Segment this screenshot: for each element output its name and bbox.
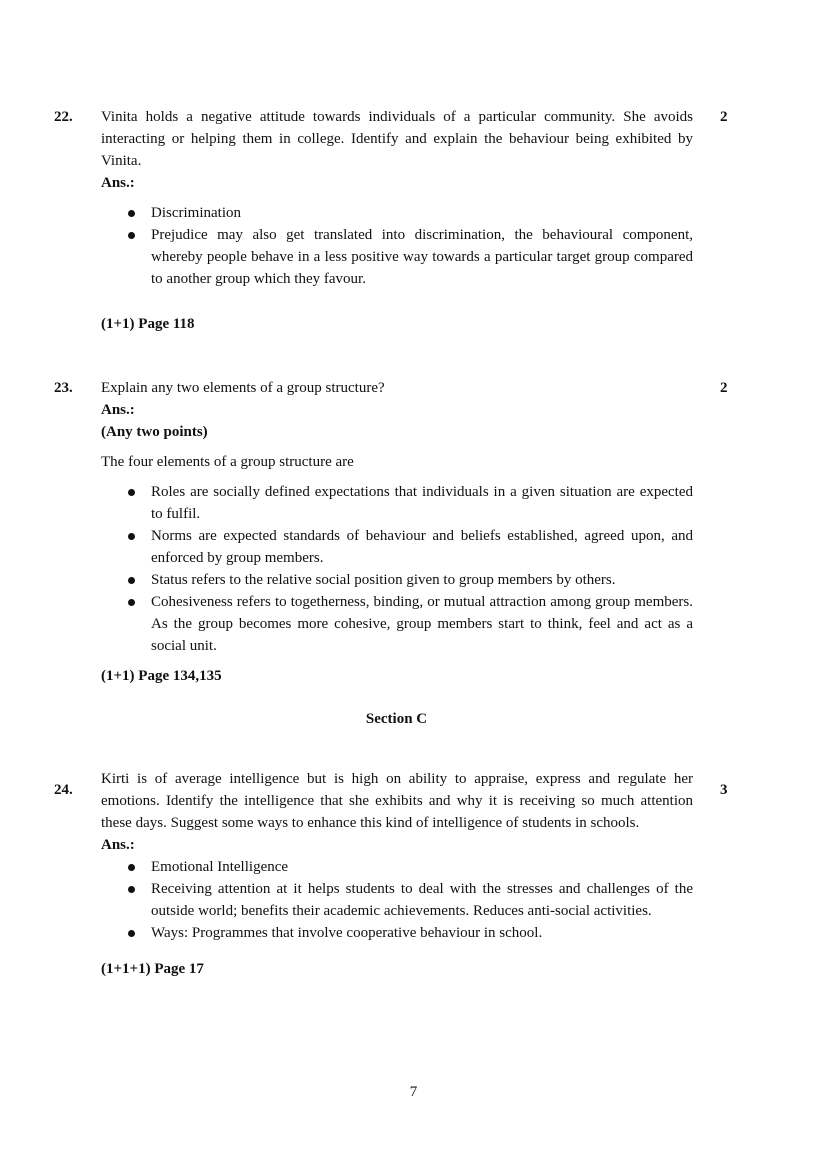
bullet-icon bbox=[128, 886, 135, 893]
list-item: Discrimination bbox=[101, 202, 693, 224]
bullet-icon bbox=[128, 599, 135, 606]
bullet-icon bbox=[128, 930, 135, 937]
bullet-icon bbox=[128, 232, 135, 239]
question-body bbox=[101, 106, 693, 332]
bullet-icon bbox=[128, 489, 135, 496]
answer-note: (Any two points) bbox=[101, 424, 208, 440]
answer-label: Ans.: bbox=[101, 837, 135, 853]
question-marks: 2 bbox=[720, 380, 728, 396]
bullet-icon bbox=[128, 210, 135, 217]
list-item: Emotional Intelligence bbox=[101, 856, 693, 878]
list-item: Status refers to the relative social position given to group members by others. bbox=[101, 569, 693, 591]
question-marks: 2 bbox=[720, 109, 728, 125]
bullet-icon bbox=[128, 864, 135, 871]
answer-label: Ans.: bbox=[101, 175, 135, 191]
page-number: 7 bbox=[409, 1084, 418, 1100]
list-item: Receiving attention at it helps students to deal with the stresses and challenges of the outside world; benefits their academic achievements. Reduces anti-social activities. bbox=[101, 878, 693, 922]
bullet-icon bbox=[128, 577, 135, 584]
question-text: Vinita holds a negative attitude towards individuals of a particular community. She avoids interacting or helping them in college. Identify and explain the behaviour being exhibited by Vinita. bbox=[101, 109, 693, 169]
marks-reference: (1+1+1) Page 17 bbox=[101, 961, 204, 977]
answer-label: Ans.: bbox=[101, 402, 135, 418]
list-item: Roles are socially defined expectations that individuals in a given situation are expected to fulfil. bbox=[101, 481, 693, 525]
bullet-icon bbox=[128, 533, 135, 540]
list-item: Ways: Programmes that involve cooperative behaviour in school. bbox=[101, 922, 693, 944]
question-number: 22. bbox=[54, 109, 73, 125]
question-body bbox=[101, 377, 693, 687]
list-item: Cohesiveness refers to togetherness, binding, or mutual attraction among group members. As the group becomes more cohesive, group members start to think, feel and act as a social unit. bbox=[101, 591, 693, 657]
answer-list bbox=[101, 202, 693, 290]
marks-reference: (1+1) Page 134,135 bbox=[101, 668, 222, 684]
question-number: 23. bbox=[54, 380, 73, 396]
question-marks: 3 bbox=[720, 782, 728, 798]
question-text: Kirti is of average intelligence but is high on ability to appraise, express and regulate her emotions. Identify the intelligence that she exhibits and why it is receiving so much attention these days. Suggest some ways to enhance this kind of intelligence of students in schools. bbox=[101, 771, 693, 831]
question-number: 24. bbox=[54, 782, 73, 798]
list-item: Prejudice may also get translated into discrimination, the behavioural component, whereby people behave in a less positive way towards a particular target group compared to another group which they favour. bbox=[101, 224, 693, 290]
question-text: Explain any two elements of a group structure? bbox=[101, 380, 385, 396]
answer-intro: The four elements of a group structure are bbox=[101, 454, 354, 470]
question-body bbox=[101, 768, 693, 980]
answer-list bbox=[101, 856, 693, 944]
marks-reference: (1+1) Page 118 bbox=[101, 316, 195, 332]
section-title: Section C bbox=[365, 711, 428, 727]
list-item: Norms are expected standards of behaviour and beliefs established, agreed upon, and enforced by group members. bbox=[101, 525, 693, 569]
answer-list bbox=[101, 481, 693, 657]
